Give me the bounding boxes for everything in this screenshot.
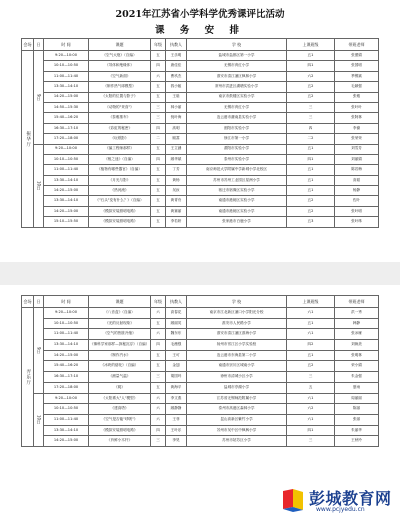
header-day: 日: [34, 39, 44, 51]
teacher-cell: 李若妍: [166, 217, 187, 227]
teacher-cell: 王菲: [166, 414, 187, 425]
teacher-cell: 王晗: [166, 92, 187, 102]
lesson-cell: 《像科学家那样—探秘沉浮》（自编）: [89, 340, 151, 351]
time-cell: 13:30—14:10: [44, 425, 89, 436]
schedule-table-1: [21, 38, 379, 228]
grade-cell: 五: [151, 361, 166, 372]
teacher-cell: 曹玖杰: [166, 71, 187, 81]
day-cell: 10日: [34, 144, 44, 227]
table-row: [22, 154, 379, 164]
lesson-cell: 《模拟安装照明电路》: [89, 425, 151, 436]
table-row: [22, 436, 379, 447]
lesson-cell: 《编工程师那样》: [89, 144, 151, 154]
site-logo[interactable]: [278, 485, 396, 519]
class-cell: 五1: [287, 175, 335, 185]
time-cell: 14:20—15:00: [44, 436, 89, 447]
mentor-cell: 毛颖强: [335, 82, 379, 92]
schedule-page-2: [0, 285, 400, 522]
mentor-cell: 张阿林: [335, 113, 379, 123]
teacher-cell: 唐佳佳: [166, 61, 187, 71]
school-cell: 南京师范大学附属中学新城小学北校区: [187, 165, 287, 175]
school-cell: 苏州市吴中区中枫枫小学: [187, 425, 287, 436]
class-cell: 三: [287, 436, 335, 447]
time-cell: 10:10—10:50: [44, 318, 89, 329]
lesson-cell: 《彩虹的秘密》: [89, 123, 151, 133]
header-mentor: 带班老师: [335, 296, 379, 308]
table-row: [22, 340, 379, 351]
school-cell: 泰州市实验小学: [187, 154, 287, 164]
class-cell: 五3: [287, 217, 335, 227]
mentor-cell: 刘雪芳: [335, 144, 379, 154]
time-cell: 15:40—16:20: [44, 361, 89, 372]
teacher-cell: 金翅: [166, 361, 187, 372]
table-row: [22, 393, 379, 404]
school-cell: 盐城市盐都区第一小学: [187, 51, 287, 61]
lesson-cell: 《月光与影》: [89, 175, 151, 185]
teacher-cell: 顾静静: [166, 404, 187, 415]
table-row: [22, 382, 379, 393]
class-cell: 五1: [287, 318, 335, 329]
grade-cell: 三: [151, 113, 166, 123]
mentor-cell: 张国明: [335, 61, 379, 71]
header-time: 时 间: [44, 39, 89, 51]
school-cell: 淮安市清江浦区淮海小学: [187, 329, 287, 340]
mentor-cell: 李谢: [335, 123, 379, 133]
mentor-cell: 高韬: [335, 175, 379, 185]
grade-cell: 六: [151, 404, 166, 415]
lesson-cell: 《空气是否能"呼吸"》: [89, 414, 151, 425]
lesson-cell: 《空气大炮》（自编）: [89, 51, 151, 61]
day-cell: 9日: [34, 308, 44, 394]
school-cell: 扬州市邗江区小学实验校: [187, 340, 287, 351]
table-row: [22, 318, 379, 329]
mentor-cell: 张荣荣: [335, 134, 379, 144]
time-cell: 11:00—11:40: [44, 414, 89, 425]
time-cell: 13:30—14:10: [44, 82, 89, 92]
table-row: [22, 92, 379, 102]
day-cell: 10日: [34, 393, 44, 446]
table-row: [22, 134, 379, 144]
table-row: [22, 51, 379, 61]
time-cell: 14:20—15:00: [44, 206, 89, 216]
class-cell: 三: [287, 372, 335, 383]
mentor-cell: 张叶珠: [335, 217, 379, 227]
lesson-cell: 《制作汽水》: [89, 350, 151, 361]
lesson-cell: 《空气新面》: [89, 71, 151, 81]
class-cell: 六1: [287, 414, 335, 425]
table-row: [22, 425, 379, 436]
grade-cell: 四: [151, 123, 166, 133]
grade-cell: 三: [151, 102, 166, 112]
grade-cell: 四: [151, 154, 166, 164]
class-cell: 二2: [287, 134, 335, 144]
school-cell: 泗阳市实验小学: [187, 123, 287, 133]
table-row: [22, 206, 379, 216]
class-cell: 六2: [287, 404, 335, 415]
class-cell: 五1: [287, 186, 335, 196]
grade-cell: 四: [151, 61, 166, 71]
time-cell: 11:00—11:40: [44, 71, 89, 81]
grade-cell: 五: [151, 144, 166, 154]
time-cell: 14:50—15:30: [44, 102, 89, 112]
school-cell: 常州市武进区湖塘实验小学: [187, 82, 287, 92]
lesson-cell: 《光的反射现象》: [89, 318, 151, 329]
class-cell: 三: [287, 102, 335, 112]
table-row: [22, 113, 379, 123]
class-cell: 三: [287, 113, 335, 123]
class-cell: 五1: [287, 51, 335, 61]
class-cell: 四1: [287, 154, 335, 164]
mentor-cell: 张雅: [335, 92, 379, 102]
page-title: 2021年江苏省小学科学优秀课评比活动: [115, 9, 285, 20]
header-time: 时 间: [44, 296, 89, 308]
teacher-cell: 王立涵: [166, 144, 187, 154]
lesson-cell: 《太阳的位置与影子》: [89, 92, 151, 102]
school-cell: 南通市港闸区实验小学: [187, 196, 287, 206]
time-cell: 15:10—15:50: [44, 217, 89, 227]
header-lesson: 课题: [89, 39, 151, 51]
school-cell: 无锡市育红小学: [187, 61, 287, 71]
lesson-cell: 《"石头"变有什么？》（自编）: [89, 196, 151, 206]
time-cell: 9:20—10:00: [44, 308, 89, 319]
class-cell: 五1: [287, 144, 335, 154]
grade-cell: 五: [151, 196, 166, 206]
teacher-cell: 王可: [166, 350, 187, 361]
lesson-cell: 《太阳系大"人"模型》: [89, 393, 151, 404]
time-cell: 17:20—18:00: [44, 382, 89, 393]
class-cell: 五2: [287, 361, 335, 372]
time-cell: 13:30—14:10: [44, 196, 89, 206]
grade-cell: 四: [151, 340, 166, 351]
mentor-cell: 朱丽华: [335, 425, 379, 436]
grade-cell: 五: [151, 206, 166, 216]
header-venue: 会场: [22, 39, 34, 51]
school-cell: 昆山高新区紫竹小学: [187, 414, 287, 425]
grade-cell: 五: [151, 92, 166, 102]
header-lesson: 课题: [89, 296, 151, 308]
grade-cell: 五: [151, 82, 166, 92]
table-row: [22, 372, 379, 383]
table-row: [22, 123, 379, 133]
class-cell: 五2: [287, 92, 335, 102]
schedule-table-2: [21, 295, 379, 447]
class-cell: 五1: [287, 350, 335, 361]
school-cell: 盐城市亭湖小学: [187, 382, 287, 393]
mentor-cell: 张丽: [335, 414, 379, 425]
mentor-cell: 刘丽娟: [335, 154, 379, 164]
mentor-cell: 张明林: [335, 350, 379, 361]
lesson-cell: 《冰块的熔化》（自编）: [89, 361, 151, 372]
school-cell: 溧阳市实验小学: [187, 144, 287, 154]
table-header: [22, 296, 379, 308]
school-cell: 徐州市清城小区小学: [187, 372, 287, 383]
teacher-cell: 黄杨: [166, 175, 187, 185]
lesson-cell: 《泰雅推车》: [89, 113, 151, 123]
class-cell: 五2: [287, 196, 335, 206]
teacher-cell: 钱小姬: [166, 82, 187, 92]
mentor-cell: 荣小娟: [335, 361, 379, 372]
day-cell: 9日: [34, 51, 44, 145]
class-cell: 五1: [287, 165, 335, 175]
venue-cell: 振华厅: [22, 51, 34, 228]
time-cell: 14:20—15:00: [44, 186, 89, 196]
teacher-cell: 倪叶海: [166, 113, 187, 123]
school-cell: 南京市鼓楼区实验小学: [187, 92, 287, 102]
class-cell: 四: [287, 123, 335, 133]
grade-cell: 二: [151, 134, 166, 144]
school-cell: 南通市港闸区实验小学: [187, 206, 287, 216]
teacher-cell: 王叶乐: [166, 425, 187, 436]
table-row: [22, 414, 379, 425]
school-cell: 连云港市东海县第二小学: [187, 350, 287, 361]
mentor-cell: 周丽丽: [335, 393, 379, 404]
class-cell: 五: [287, 382, 335, 393]
lesson-cell: 《模拟安装照明电路》: [89, 217, 151, 227]
mentor-cell: 陈若梅: [335, 165, 379, 175]
mentor-cell: 张冰雁: [335, 329, 379, 340]
time-cell: 10:10—10:50: [44, 154, 89, 164]
teacher-cell: 李文燕: [166, 393, 187, 404]
class-cell: 四1: [287, 425, 335, 436]
grade-cell: 五: [151, 165, 166, 175]
time-cell: 16:30—17:10: [44, 372, 89, 383]
time-cell: 13:30—14:10: [44, 175, 89, 185]
time-cell: 13:30—14:10: [44, 340, 89, 351]
lesson-cell: 《相之迷》（自编）: [89, 154, 151, 164]
table-row: [22, 404, 379, 415]
lesson-cell: 《导体和绝缘体》: [89, 61, 151, 71]
page-gap: [0, 262, 400, 285]
grade-cell: 六: [151, 308, 166, 319]
mentor-cell: 陈丽: [335, 404, 379, 415]
time-cell: 10:10—10:50: [44, 61, 89, 71]
grade-cell: 五: [151, 186, 166, 196]
teacher-cell: 毛薇强: [166, 340, 187, 351]
lesson-cell: 《模拟安装照明电路》: [89, 206, 151, 216]
table-row: [22, 144, 379, 154]
time-cell: 14:20—15:00: [44, 350, 89, 361]
class-cell: 六2: [287, 71, 335, 81]
table-row: [22, 186, 379, 196]
mentor-cell: 张叶叶: [335, 102, 379, 112]
lesson-cell: 《肖鲜小木杆》: [89, 436, 151, 447]
header-grade: 年级: [151, 39, 166, 51]
lesson-cell: 《建高塔》: [89, 404, 151, 415]
table-header: [22, 39, 379, 51]
school-cell: 南京市江北新区浦口小学阳光分校: [187, 308, 287, 319]
teacher-cell: 顾华斌: [166, 154, 187, 164]
header-venue: 会场: [22, 296, 34, 308]
header-class: 上课班级: [287, 296, 335, 308]
lesson-cell: 《玩纸影》: [89, 134, 151, 144]
teacher-cell: 王乐明: [166, 51, 187, 61]
class-cell: 四2: [287, 340, 335, 351]
table-row: [22, 71, 379, 81]
header-teacher: 执教人: [166, 39, 187, 51]
table-row: [22, 61, 379, 71]
table-row: [22, 102, 379, 112]
teacher-cell: 林小丽: [166, 102, 187, 112]
header-class: 上课班级: [287, 39, 335, 51]
time-cell: 16:30—17:10: [44, 123, 89, 133]
mentor-cell: 杨静: [335, 186, 379, 196]
mentor-cell: 洪一秀: [335, 308, 379, 319]
venue-cell: 弄乐厅: [22, 308, 34, 447]
lesson-cell: 《空气的热胀冷缩》: [89, 329, 151, 340]
teacher-cell: 高明: [166, 123, 187, 133]
time-cell: 9:20—10:00: [44, 144, 89, 154]
school-cell: 淮安市人民路小学: [187, 318, 287, 329]
table-row: [22, 196, 379, 206]
logo-flag-icon: [280, 487, 306, 513]
teacher-cell: 黄赛丽: [166, 206, 187, 216]
mentor-cell: 韩静: [335, 318, 379, 329]
grade-cell: 五: [151, 175, 166, 185]
time-cell: 11:00—11:40: [44, 329, 89, 340]
school-cell: 连云港市灌南县实验小学: [187, 113, 287, 123]
teacher-cell: 顾蒿: [166, 134, 187, 144]
mentor-cell: 刘焕美: [335, 340, 379, 351]
school-cell: 无锡市育红小学: [187, 102, 287, 112]
lesson-cell: 《植物有哪些器官》（自编）: [89, 165, 151, 175]
school-cell: 张家港市白鹿小学: [187, 217, 287, 227]
lesson-cell: 《八音盒》（自编）: [89, 308, 151, 319]
mentor-cell: 王秋玲: [335, 436, 379, 447]
lesson-cell: 《爬》: [89, 382, 151, 393]
lesson-cell: 《动物的"采食"》: [89, 102, 151, 112]
table-row: [22, 82, 379, 92]
school-cell: 泰州市高港区森林小学: [187, 404, 287, 415]
header-day: 日: [34, 296, 44, 308]
mentor-cell: 张蕾娟: [335, 51, 379, 61]
mentor-cell: 夏雨: [335, 382, 379, 393]
header-teacher: 执教人: [166, 296, 187, 308]
grade-cell: 六: [151, 393, 166, 404]
school-cell: 南通市崇川区城南小学: [187, 361, 287, 372]
mentor-cell: 朱金强: [335, 372, 379, 383]
grade-cell: 五: [151, 51, 166, 61]
class-cell: 四1: [287, 61, 335, 71]
class-cell: 五2: [287, 82, 335, 92]
grade-cell: 五: [151, 318, 166, 329]
mentor-cell: 季锡斌: [335, 71, 379, 81]
lesson-cell: 《热河流》: [89, 186, 151, 196]
time-cell: 9:20—10:00: [44, 51, 89, 61]
teacher-cell: 丁芳: [166, 165, 187, 175]
school-cell: 苏州市姑苏区小学: [187, 436, 287, 447]
page-subtitle: 课 务 安 排: [155, 25, 245, 36]
class-cell: 五2: [287, 206, 335, 216]
grade-cell: 六: [151, 329, 166, 340]
time-cell: 15:40—16:20: [44, 113, 89, 123]
school-cell: 苏州市苏州工业园区星洲小学: [187, 175, 287, 185]
grade-cell: 六: [151, 414, 166, 425]
teacher-cell: 顾丽英: [166, 318, 187, 329]
grade-cell: 五: [151, 217, 166, 227]
table-row: [22, 350, 379, 361]
table-row: [22, 165, 379, 175]
teacher-cell: 魏东东: [166, 329, 187, 340]
header-grade: 年级: [151, 296, 166, 308]
time-cell: 10:10—10:50: [44, 404, 89, 415]
table-row: [22, 175, 379, 185]
table-row: [22, 217, 379, 227]
teacher-cell: 高春花: [166, 308, 187, 319]
class-cell: 六1: [287, 393, 335, 404]
time-cell: 9:20—10:00: [44, 393, 89, 404]
grade-cell: 五: [151, 350, 166, 361]
teacher-cell: 吴汝: [166, 186, 187, 196]
table-row: [22, 329, 379, 340]
teacher-cell: 黄海平: [166, 382, 187, 393]
teacher-cell: 黄青舟: [166, 196, 187, 206]
lesson-cell: 《制作热气球模型》: [89, 82, 151, 92]
grade-cell: 六: [151, 71, 166, 81]
table-row: [22, 308, 379, 319]
time-cell: 11:00—11:40: [44, 165, 89, 175]
class-cell: 六1: [287, 308, 335, 319]
header-mentor: 带班老师: [335, 39, 379, 51]
teacher-cell: 李昊: [166, 436, 187, 447]
school-cell: 徐江市第一小学: [187, 134, 287, 144]
lesson-cell: 《测量气温》: [89, 372, 151, 383]
grade-cell: 三: [151, 436, 166, 447]
logo-url: www.pcjyedu.cn: [316, 506, 365, 513]
mentor-cell: 张叶明: [335, 206, 379, 216]
time-cell: 14:20—15:00: [44, 92, 89, 102]
logo-name: 彭城教育网: [309, 489, 392, 508]
mentor-cell: 佐叶: [335, 196, 379, 206]
grade-cell: 三: [151, 372, 166, 383]
school-cell: 江苏省无锡师范附属小学: [187, 393, 287, 404]
header-school: 学 校: [187, 296, 287, 308]
school-cell: 宿迁市宿豫区实验小学: [187, 186, 287, 196]
class-cell: 六1: [287, 329, 335, 340]
time-cell: 17:20—18:00: [44, 134, 89, 144]
teacher-cell: 胡国玛: [166, 372, 187, 383]
grade-cell: 四: [151, 425, 166, 436]
table-row: [22, 361, 379, 372]
grade-cell: 五: [151, 382, 166, 393]
header-school: 学 校: [187, 39, 287, 51]
school-cell: 淮安市清江浦区枫林小学: [187, 71, 287, 81]
